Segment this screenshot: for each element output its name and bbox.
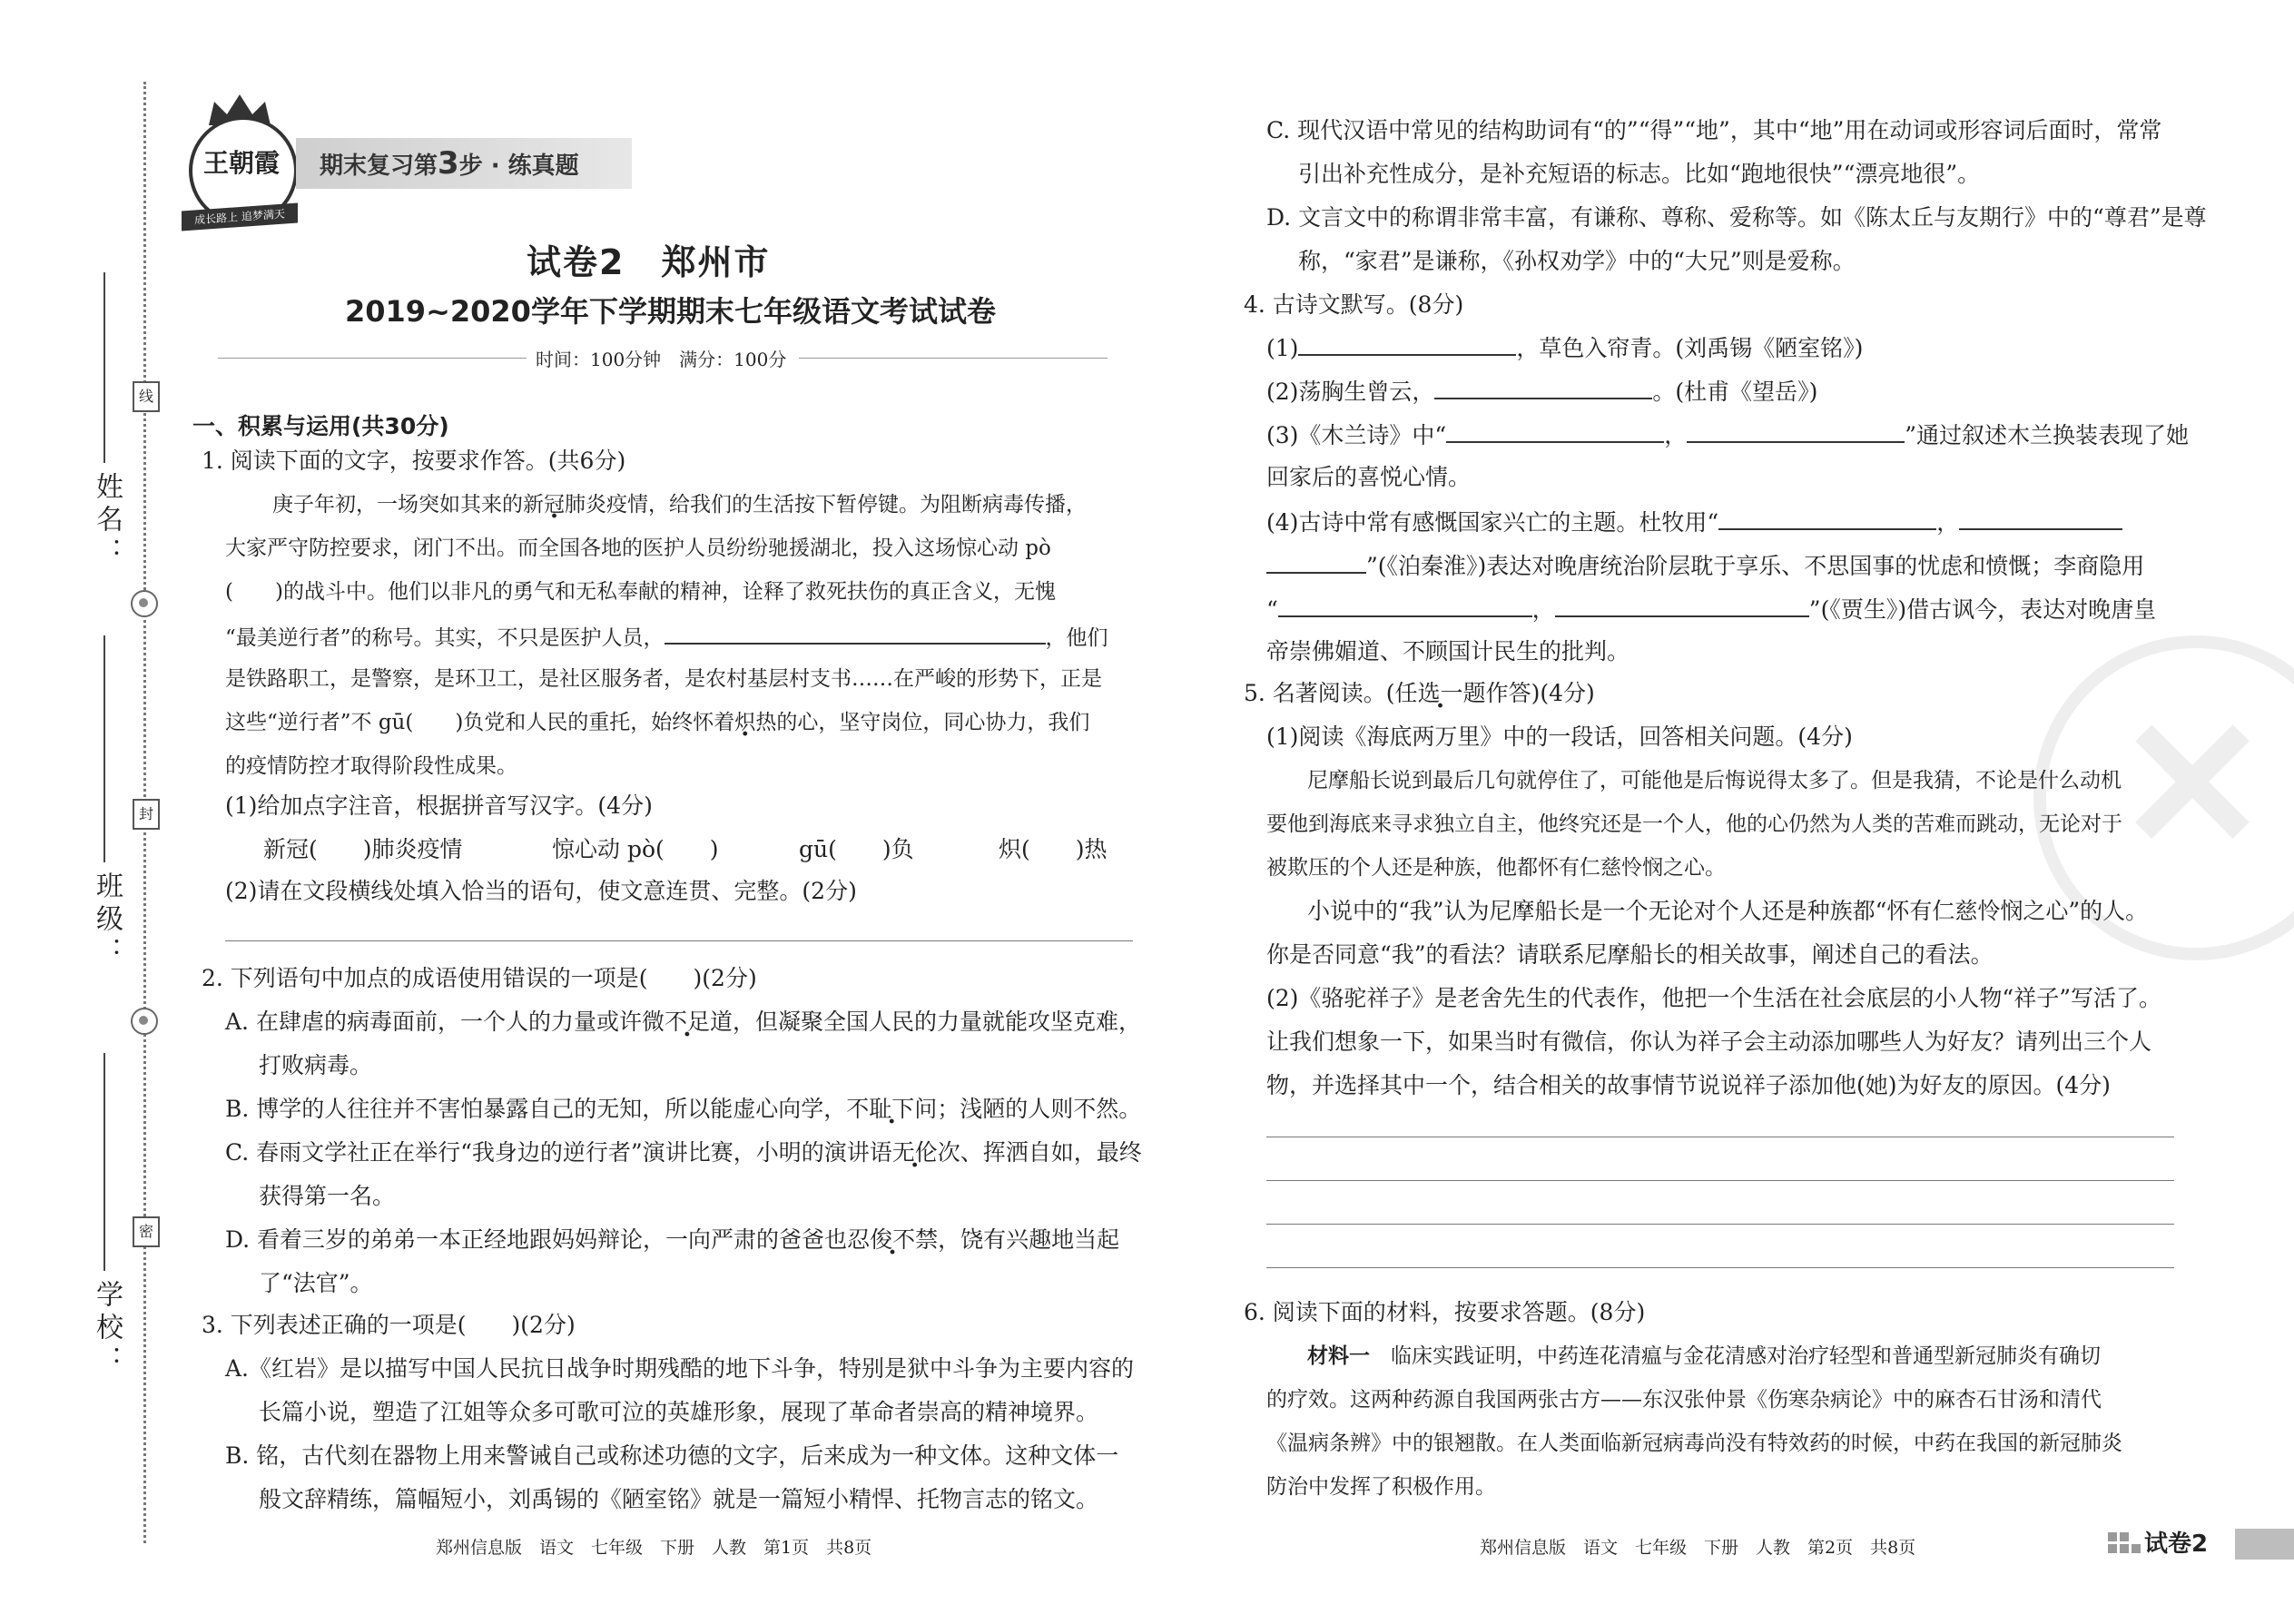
q3-option-d[interactable]: D. 文言文中的称谓非常丰富，有谦称、尊称、爱称等。如《陈太丘与友期行》中的“尊君”是尊 <box>1266 204 2207 231</box>
q2-heading: 2. 下列语句中加点的成语使用错误的一项是( )(2分) <box>202 965 757 991</box>
q1-passage-line: 大家严守防控要求，闭门不出。而全国各地的医护人员纷纷驰援湖北，投入这场惊心动 pò <box>225 536 1051 560</box>
q6-passage-line: 材料一 临床实践证明，中药连花清瘟与金花清感对治疗轻型和普通型新冠肺炎有确切 <box>1307 1344 2101 1368</box>
q1-sub2: (2)请在文段横线处填入恰当的语句，使文意连贯、完整。(2分) <box>225 878 857 904</box>
exam-subtitle: 2019~2020学年下学期期末七年级语文考试试卷 <box>345 294 996 329</box>
q2-option-a[interactable]: A. 在肆虐的病毒面前，一个人的力量或许微不足道，但凝聚全国人民的力量就能攻坚克难， <box>225 1009 1141 1035</box>
q4-item-3-cont: 回家后的喜悦心情。 <box>1266 464 1472 490</box>
q4-item-4: (4)古诗中常有感慨国家兴亡的主题。杜牧用“ ， <box>1266 503 2122 541</box>
q1-heading: 1. 阅读下面的文字，按要求作答。(共6分) <box>202 448 626 474</box>
paper-tag-bar <box>2235 1529 2294 1560</box>
q2-option-b[interactable]: B. 博学的人往往并不害怕暴露自己的无知，所以能虚心向学，不耻下问；浅陋的人则不然。 <box>225 1096 1142 1122</box>
q2-option-d[interactable]: D. 看着三岁的弟弟一本正经地跟妈妈辩论，一向严肃的爸爸也忍俊不禁，饶有兴趣地当起 <box>225 1226 1120 1253</box>
q6-passage-line: 《温病条辨》中的银翘散。在人类面临新冠病毒尚没有特效药的时候，中药在我国的新冠肺炎 <box>1266 1432 2122 1455</box>
answer-line[interactable] <box>1266 1224 2174 1225</box>
answer-line[interactable] <box>225 940 1133 941</box>
q3-option-c[interactable]: C. 现代汉语中常见的结构助词有“的”“得”“地”，其中“地”用在动词或形容词后面时，常常 <box>1266 117 2162 143</box>
q1-answer-item[interactable]: 惊心动 pò( ) <box>552 836 719 862</box>
page-footer-right: 郑州信息版 语文 七年级 下册 人教 第2页 共8页 <box>1480 1538 1916 1558</box>
section-heading: 一、积累与运用(共30分) <box>192 413 449 439</box>
q2-option-a-cont: 打败病毒。 <box>259 1052 373 1078</box>
q5-sub2-cont: 让我们想象一下，如果当时有微信，你认为祥子会主动添加哪些人为好友？请列出三个人 <box>1266 1029 2152 1055</box>
q4-heading: 4. 古诗文默写。(8分) <box>1244 291 1464 318</box>
q4-item-4-cont: 帝崇佛媚道、不顾国计民生的批判。 <box>1266 638 1630 664</box>
squares-icon <box>2108 1532 2141 1554</box>
q1-fill-blank[interactable] <box>665 617 1046 645</box>
q4-blank[interactable] <box>1959 503 2122 530</box>
q1-passage-line: “最美逆行者”的称号。其实，不只是医护人员， ，他们 <box>225 617 1108 656</box>
q3-option-b-cont: 般文辞精练，篇幅短小，刘禹锡的《陋室铭》就是一篇短小精悍、托物言志的铭文。 <box>259 1486 1099 1512</box>
q1-sub1: (1)给加点字注音，根据拼音写汉字。(4分) <box>225 792 653 819</box>
q5-question-line: 你是否同意“我”的看法？请联系尼摩船长的相关故事，阐述自己的看法。 <box>1266 941 1994 968</box>
binding-tag-seal: 封 <box>133 799 160 830</box>
q4-blank[interactable] <box>1278 590 1532 617</box>
q1-passage-line: 是铁路职工，是警察，是环卫工，是社区服务者，是农村基层村支书……在严峻的形势下，正是 <box>225 667 1102 691</box>
q6-passage-line: 防治中发挥了积极作用。 <box>1266 1475 1496 1499</box>
q4-blank[interactable] <box>1718 503 1936 530</box>
exam-meta: 时间：100分钟 满分：100分 <box>536 349 787 370</box>
logo-name: 王朝霞 <box>202 148 280 178</box>
exam-title: 试卷2 郑州市 <box>527 242 771 282</box>
q4-blank[interactable] <box>1555 590 1809 617</box>
divider <box>218 358 527 359</box>
q4-item-3: (3)《木兰诗》中“ ， ”通过叙述木兰换装表现了她 <box>1266 416 2189 454</box>
q6-passage-line: 的疗效。这两种药源自我国两张古方——东汉张仲景《伤寒杂病论》中的麻杏石甘汤和清代 <box>1266 1388 2102 1412</box>
q1-answer-item[interactable]: gū( )负 <box>799 836 914 862</box>
step-banner-text: 期末复习第3步 · 练真题 <box>320 145 579 182</box>
logo-ribbon: 成长路上 追梦满天 <box>182 203 298 231</box>
name-label: 姓名： <box>91 472 123 570</box>
q3-option-b[interactable]: B. 铭，古代刻在器物上用来警诫自己或称述功德的文字，后来成为一种文体。这种文体一 <box>225 1442 1119 1469</box>
q6-heading: 6. 阅读下面的材料，按要求答题。(8分) <box>1244 1299 1646 1325</box>
brand-logo <box>182 91 298 227</box>
q2-option-c[interactable]: C. 春雨文学社正在举行“我身边的逆行者”演讲比赛，小明的演讲语无伦次、挥洒自如，最终 <box>225 1139 1142 1166</box>
school-field[interactable] <box>103 1053 105 1271</box>
q3-heading: 3. 下列表述正确的一项是( )(2分) <box>202 1312 576 1338</box>
q4-item-4-cont: ”(《泊秦淮》)表达对晚唐统治阶层耽于享乐、不思国事的忧虑和愤慨；李商隐用 <box>1266 546 2144 585</box>
q2-option-d-cont: 了“法官”。 <box>259 1270 373 1296</box>
watermark-icon: ✕ <box>2116 678 2269 891</box>
q5-passage-line: 被欺压的个人还是种族，他都怀有仁慈怜悯之心。 <box>1266 856 1726 880</box>
q3-option-a-cont: 长篇小说，塑造了江姐等众多可歌可泣的英雄形象，展现了革命者崇高的精神境界。 <box>259 1399 1099 1425</box>
binding-tag-line: 线 <box>133 381 160 412</box>
q5-heading: 5. 名著阅读。(任选一题作答)(4分) <box>1244 680 1595 706</box>
q4-blank[interactable] <box>1446 416 1664 443</box>
binding-hole-icon <box>131 590 158 617</box>
answer-line[interactable] <box>1266 1180 2174 1181</box>
q4-item-2: (2)荡胸生曾云， 。(杜甫《望岳》) <box>1266 372 1817 410</box>
school-label: 学校： <box>91 1280 123 1378</box>
q3-option-d-cont: 称，“家君”是谦称，《孙权劝学》中的“大兄”则是爱称。 <box>1298 248 1856 274</box>
q4-blank[interactable] <box>1298 329 1516 356</box>
q1-passage-line: 这些“逆行者”不 gū( )负党和人民的重托，始终怀着炽热的心，坚守岗位，同心协力，我们 <box>225 711 1090 734</box>
q4-item-1: (1) ，草色入帘青。(刘禹锡《陋室铭》) <box>1266 329 1863 367</box>
name-field[interactable] <box>103 272 105 463</box>
page-footer-left: 郑州信息版 语文 七年级 下册 人教 第1页 共8页 <box>436 1538 872 1558</box>
class-field[interactable] <box>103 635 105 862</box>
class-label: 班级： <box>91 871 123 969</box>
q1-answer-item[interactable]: 炽( )热 <box>999 836 1108 862</box>
q3-option-c-cont: 引出补充性成分，是补充短语的标志。比如“跑地很快”“漂亮地很”。 <box>1298 161 1981 187</box>
q1-passage-line: 庚子年初，一场突如其来的新冠肺炎疫情，给我们的生活按下暂停键。为阻断病毒传播， <box>272 493 1087 517</box>
q1-passage-line: 的疫情防控才取得阶段性成果。 <box>225 754 517 778</box>
q4-blank[interactable] <box>1266 546 1366 574</box>
q5-passage-line: 要他到海底来寻求独立自主，他终究还是一个人，他的心仍然为人类的苦难而跳动，无论对于 <box>1266 812 2122 836</box>
q1-passage-line: ( )的战斗中。他们以非凡的勇气和无私奉献的精神，诠释了救死扶伤的真正含义，无愧 <box>225 580 1056 604</box>
q5-sub1: (1)阅读《海底两万里》中的一段话，回答相关问题。(4分) <box>1266 723 1853 750</box>
answer-line[interactable] <box>1266 1267 2174 1268</box>
paper-tag: 试卷2 <box>2144 1530 2209 1558</box>
binding-tag-secret: 密 <box>133 1216 160 1247</box>
q3-option-a[interactable]: A.《红岩》是以描写中国人民抗日战争时期残酷的地下斗争，特别是狱中斗争为主要内容的 <box>225 1355 1135 1382</box>
q5-passage-line: 尼摩船长说到最后几句就停住了，可能他是后悔说得太多了。但是我猜，不论是什么动机 <box>1307 769 2122 792</box>
q4-blank[interactable] <box>1434 372 1652 399</box>
q5-sub2-cont: 物，并选择其中一个，结合相关的故事情节说说祥子添加他(她)为好友的原因。(4分) <box>1266 1072 2111 1098</box>
divider <box>799 358 1108 359</box>
binding-hole-icon <box>131 1008 158 1035</box>
q4-blank[interactable] <box>1687 416 1905 443</box>
q5-question-line: 小说中的“我”认为尼摩船长是一个无论对个人还是种族都“怀有仁慈怜悯之心”的人。 <box>1307 898 2149 924</box>
q5-sub2: (2)《骆驼祥子》是老舍先生的代表作，他把一个生活在社会底层的小人物“祥子”写活了。 <box>1266 985 2161 1011</box>
q1-answer-item[interactable]: 新冠( )肺炎疫情 <box>263 836 463 862</box>
q4-item-4-cont: “ ， ”(《贾生》)借古讽今，表达对晚唐皇 <box>1266 590 2156 628</box>
q2-option-c-cont: 获得第一名。 <box>259 1183 396 1209</box>
